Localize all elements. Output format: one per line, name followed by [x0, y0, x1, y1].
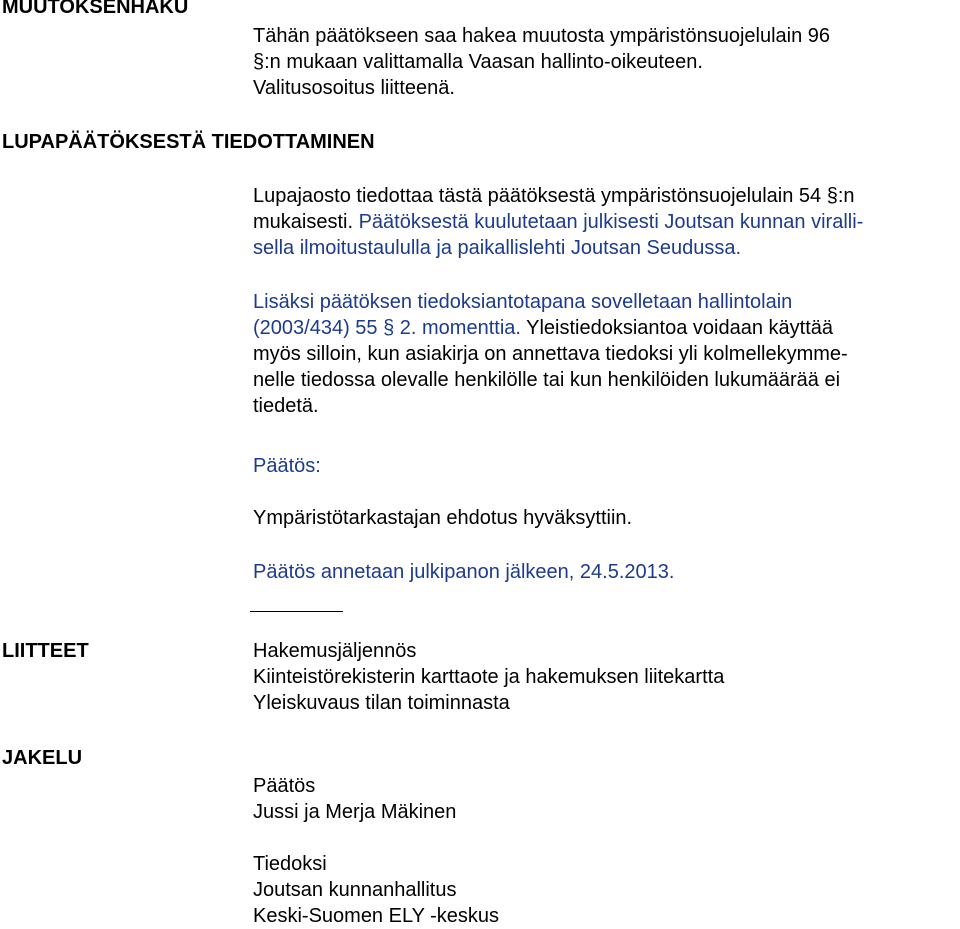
text-segment: Yleistiedoksiantoa voidaan käyttää	[520, 317, 834, 339]
jakelu-group-tiedoksi	[253, 851, 499, 929]
text-line: Tähän päätökseen saa hakea muutosta ympäristönsuojelulain 96	[253, 25, 831, 47]
list-item: Jussi ja Merja Mäkinen	[253, 801, 457, 823]
text-line: Valitusosoitus liitteenä.	[253, 77, 455, 99]
list-item: Keski-Suomen ELY -keskus	[253, 905, 500, 927]
text-line: tiedetä.	[253, 395, 319, 417]
text-segment: mukaisesti.	[253, 211, 354, 233]
section-heading-liitteet: LIITTEET	[2, 640, 89, 662]
text-line: Lupajaosto tiedottaa tästä päätöksestä ympäristönsuojelulain 54 §:n	[253, 185, 855, 207]
list-item: Joutsan kunnanhallitus	[253, 879, 457, 901]
text-line: nelle tiedossa olevalle henkilölle tai kun henkilöiden lukumäärää ei	[253, 369, 841, 391]
section-heading-muutoksenhaku: MUUTOKSENHAKU	[2, 0, 189, 18]
text-line: §:n mukaan valittamalla Vaasan hallinto-oikeuteen.	[253, 51, 703, 73]
separator-line	[250, 611, 343, 612]
text-segment-blue: Päätöksestä kuulutetaan julkisesti Joutsan kunnan viralli-	[353, 211, 864, 233]
list-item: Kiinteistörekisterin karttaote ja hakemuksen liitekartta	[253, 666, 725, 688]
section-heading-tiedottaminen: LUPAPÄÄTÖKSESTÄ TIEDOTTAMINEN	[2, 131, 375, 153]
section-heading-jakelu: JAKELU	[2, 747, 83, 769]
text-segment-blue: (2003/434) 55 § 2. momenttia.	[253, 317, 521, 339]
tiedottaminen-paragraph-2	[253, 289, 848, 419]
jakelu-group-paatos	[253, 773, 456, 825]
text-line: sella ilmoitustaululla ja paikallislehti Joutsan Seudussa.	[253, 237, 742, 259]
text-line: Lisäksi päätöksen tiedoksiantotapana sovelletaan hallintolain	[253, 291, 793, 313]
tiedottaminen-paragraph-1	[253, 183, 863, 261]
paatos-annettu: Päätös annetaan julkipanon jälkeen, 24.5.2013.	[253, 561, 675, 583]
paatos-text: Ympäristötarkastajan ehdotus hyväksyttiin.	[253, 507, 633, 529]
muutoksenhaku-text	[253, 23, 830, 101]
paatos-label: Päätös:	[253, 455, 321, 477]
list-item: Hakemusjäljennös	[253, 640, 417, 662]
text-line	[253, 315, 848, 341]
list-group-title: Tiedoksi	[253, 853, 327, 875]
text-line	[253, 209, 863, 235]
list-group-title: Päätös	[253, 775, 316, 797]
list-item: Yleiskuvaus tilan toiminnasta	[253, 692, 510, 714]
liitteet-list	[253, 638, 724, 716]
text-line: myös silloin, kun asiakirja on annettava tiedoksi yli kolmellekymme-	[253, 343, 848, 365]
